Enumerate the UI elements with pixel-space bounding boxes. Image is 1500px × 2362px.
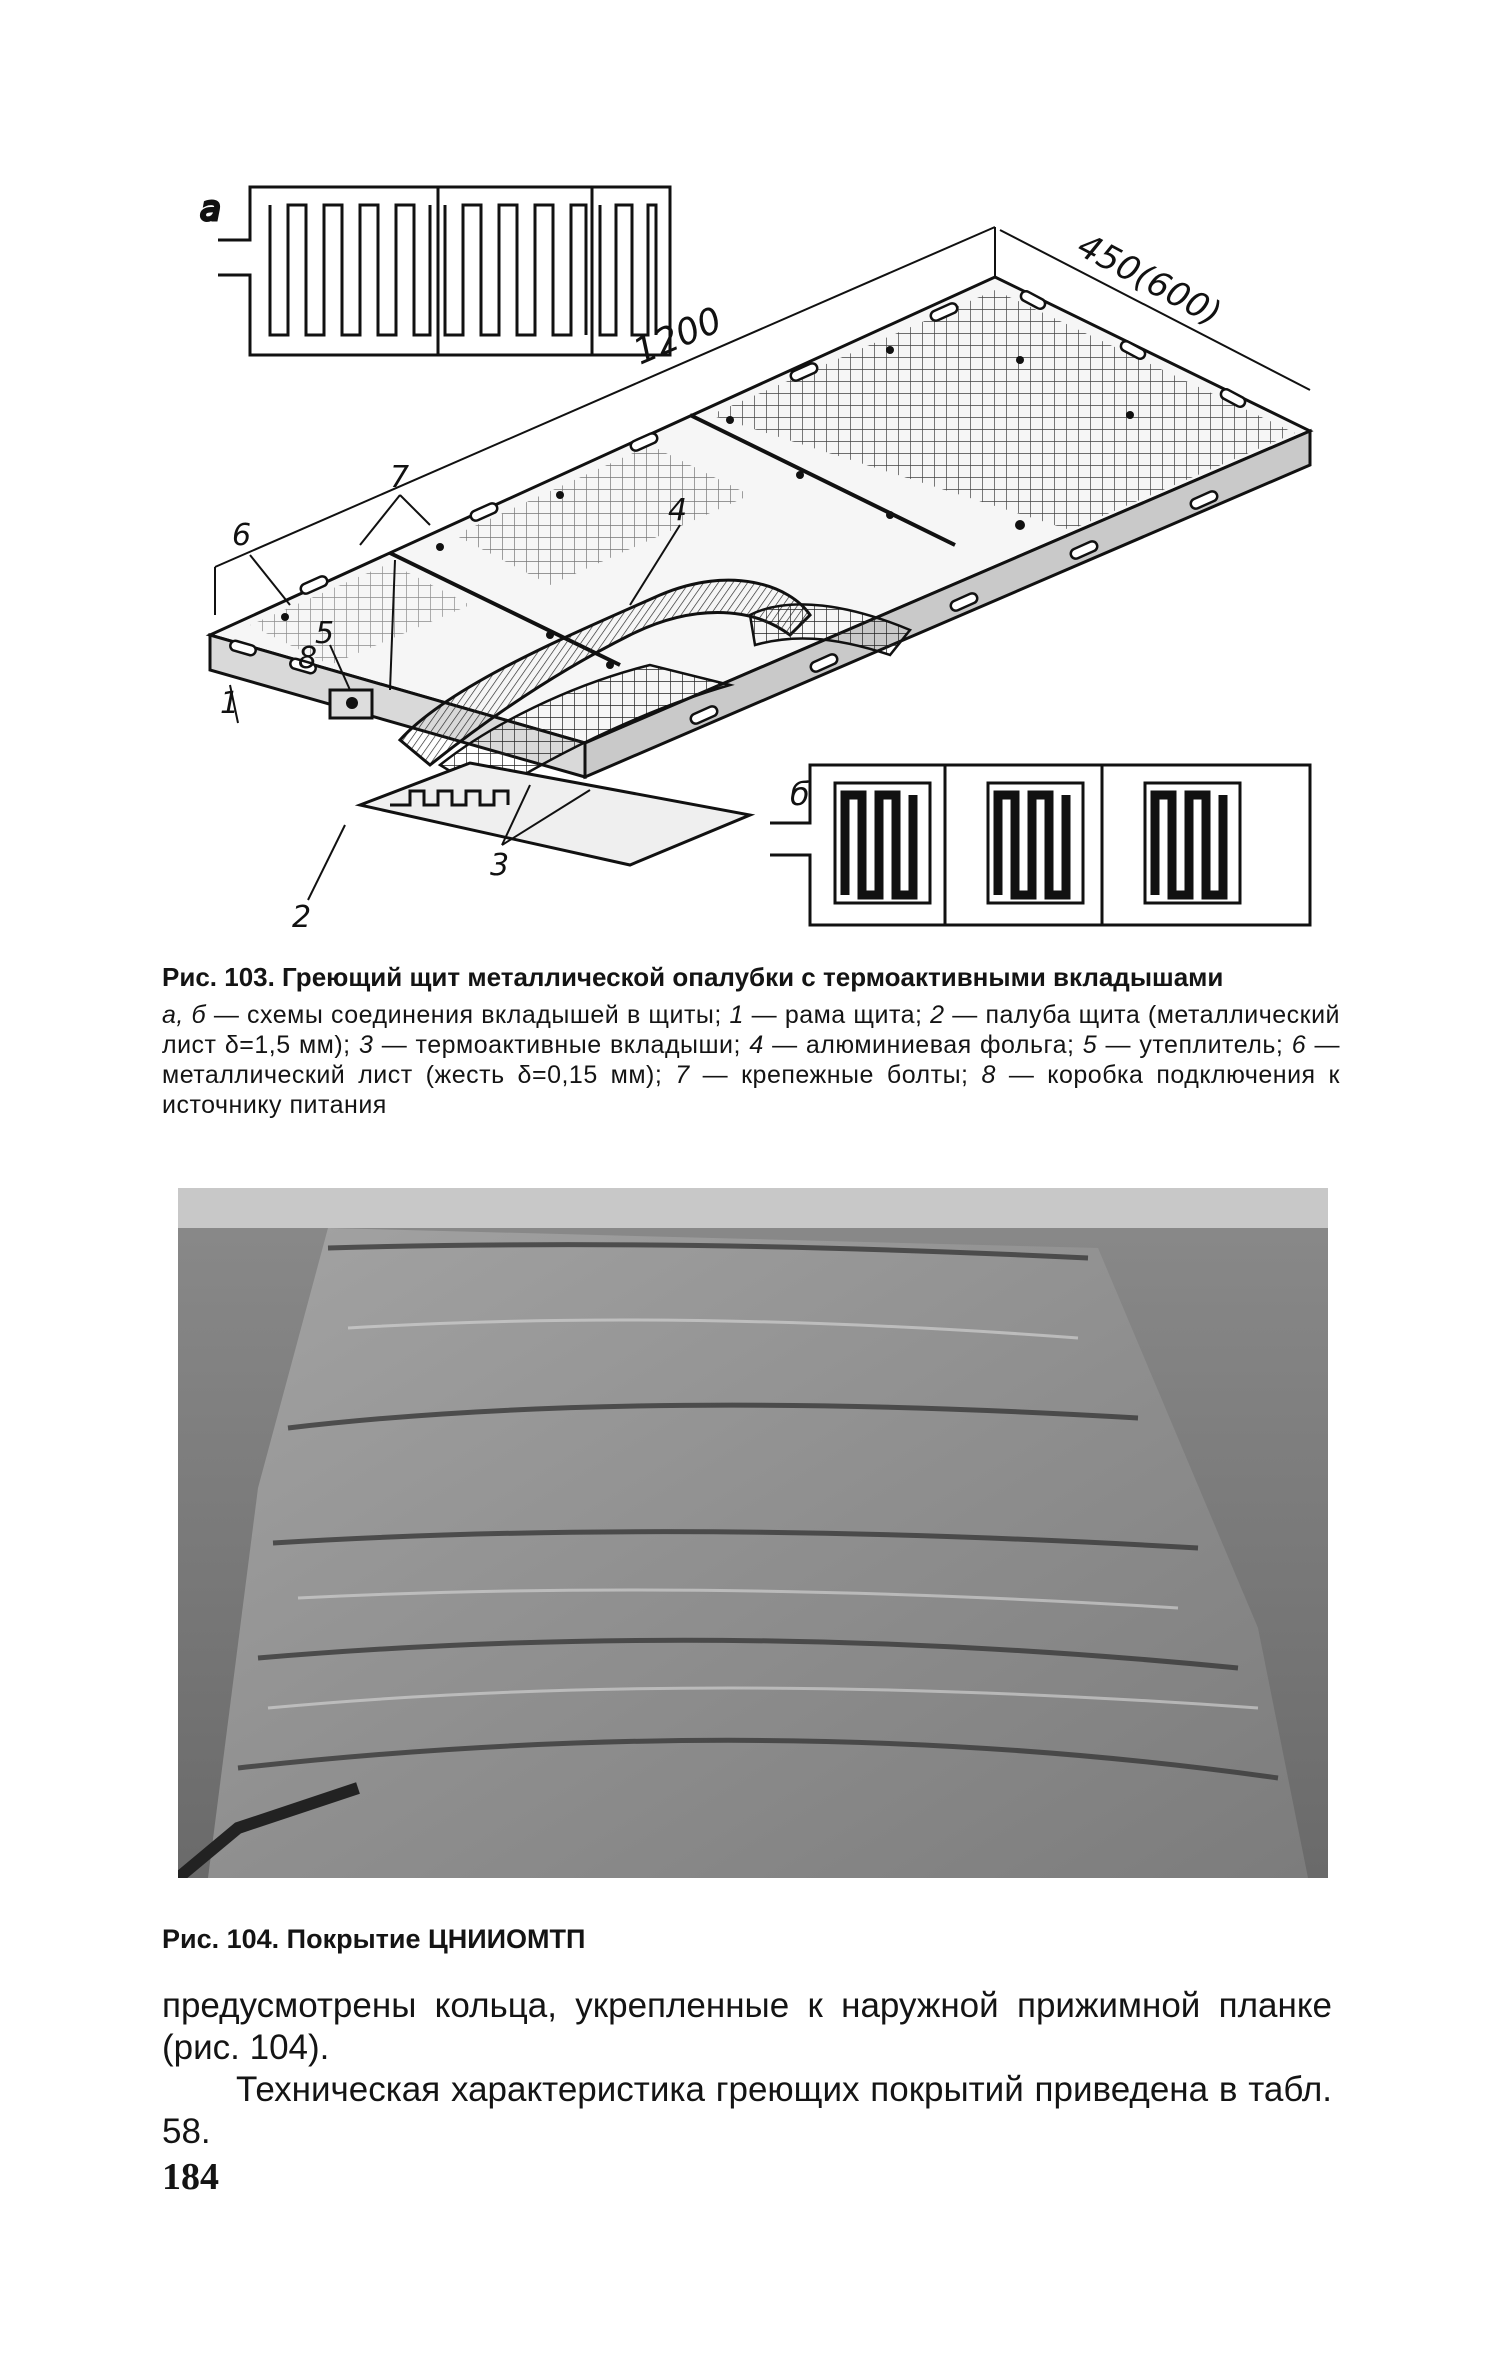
legend-item: 2 — палуба щита (металлический лист δ=1,5 мм);	[162, 1001, 1341, 1059]
part-number-3: 3	[490, 848, 510, 883]
paragraph-1: предусмотрены кольца, укрепленные к наружной прижимной планке (рис. 104).	[162, 1986, 1332, 2067]
part-number-2: 2	[292, 900, 312, 935]
scheme-b-diagram	[770, 765, 1310, 925]
part-number-6: 6	[232, 518, 252, 553]
legend-item: 7 — крепежные болты;	[675, 1061, 969, 1089]
legend-item: 4 — алюминиевая фольга;	[749, 1031, 1075, 1059]
legend-item: 8 — коробка подключения к источнику питания	[162, 1061, 1340, 1119]
legend-item: 6 — металлический лист (жесть δ=0,15 мм);	[162, 1031, 1340, 1089]
figure-103-legend	[162, 1000, 1340, 1120]
figure-104-caption: Рис. 104. Покрытие ЦНИИОМТП	[162, 1924, 586, 1954]
length-label: 1200	[627, 299, 728, 374]
part-number-1: 1	[220, 686, 240, 721]
scheme-b-label: б	[790, 775, 810, 813]
legend-item: 5 — утеплитель;	[1082, 1031, 1284, 1059]
part-number-5: 5	[315, 616, 335, 651]
figure-103-caption-title: Рис. 103. Греющий щит металлической опалубки с термоактивными вкладышами	[162, 962, 1224, 992]
part-number-8: 8	[298, 641, 318, 676]
page-number: 184	[162, 2156, 219, 2198]
scheme-a-diagram	[200, 187, 670, 355]
width-label: 450(600)	[1070, 225, 1228, 335]
figure-104-photo	[178, 1188, 1328, 1878]
paragraph-2: Техническая характеристика греющих покрытий приведена в табл. 58.	[162, 2070, 1332, 2151]
part-number-4: 4	[668, 493, 688, 528]
legend-item: 1 — рама щита;	[729, 1001, 923, 1029]
legend-item: а, б — схемы соединения вкладышей в щиты;	[162, 1001, 722, 1029]
legend-item: 3 — термоактивные вкладыши;	[358, 1031, 741, 1059]
figure-103-drawing	[190, 165, 1330, 945]
body-text	[162, 1985, 1332, 2153]
figure-103-caption	[162, 962, 1340, 1120]
part-number-7: 7	[390, 460, 410, 495]
scheme-a-label: а	[200, 189, 221, 229]
